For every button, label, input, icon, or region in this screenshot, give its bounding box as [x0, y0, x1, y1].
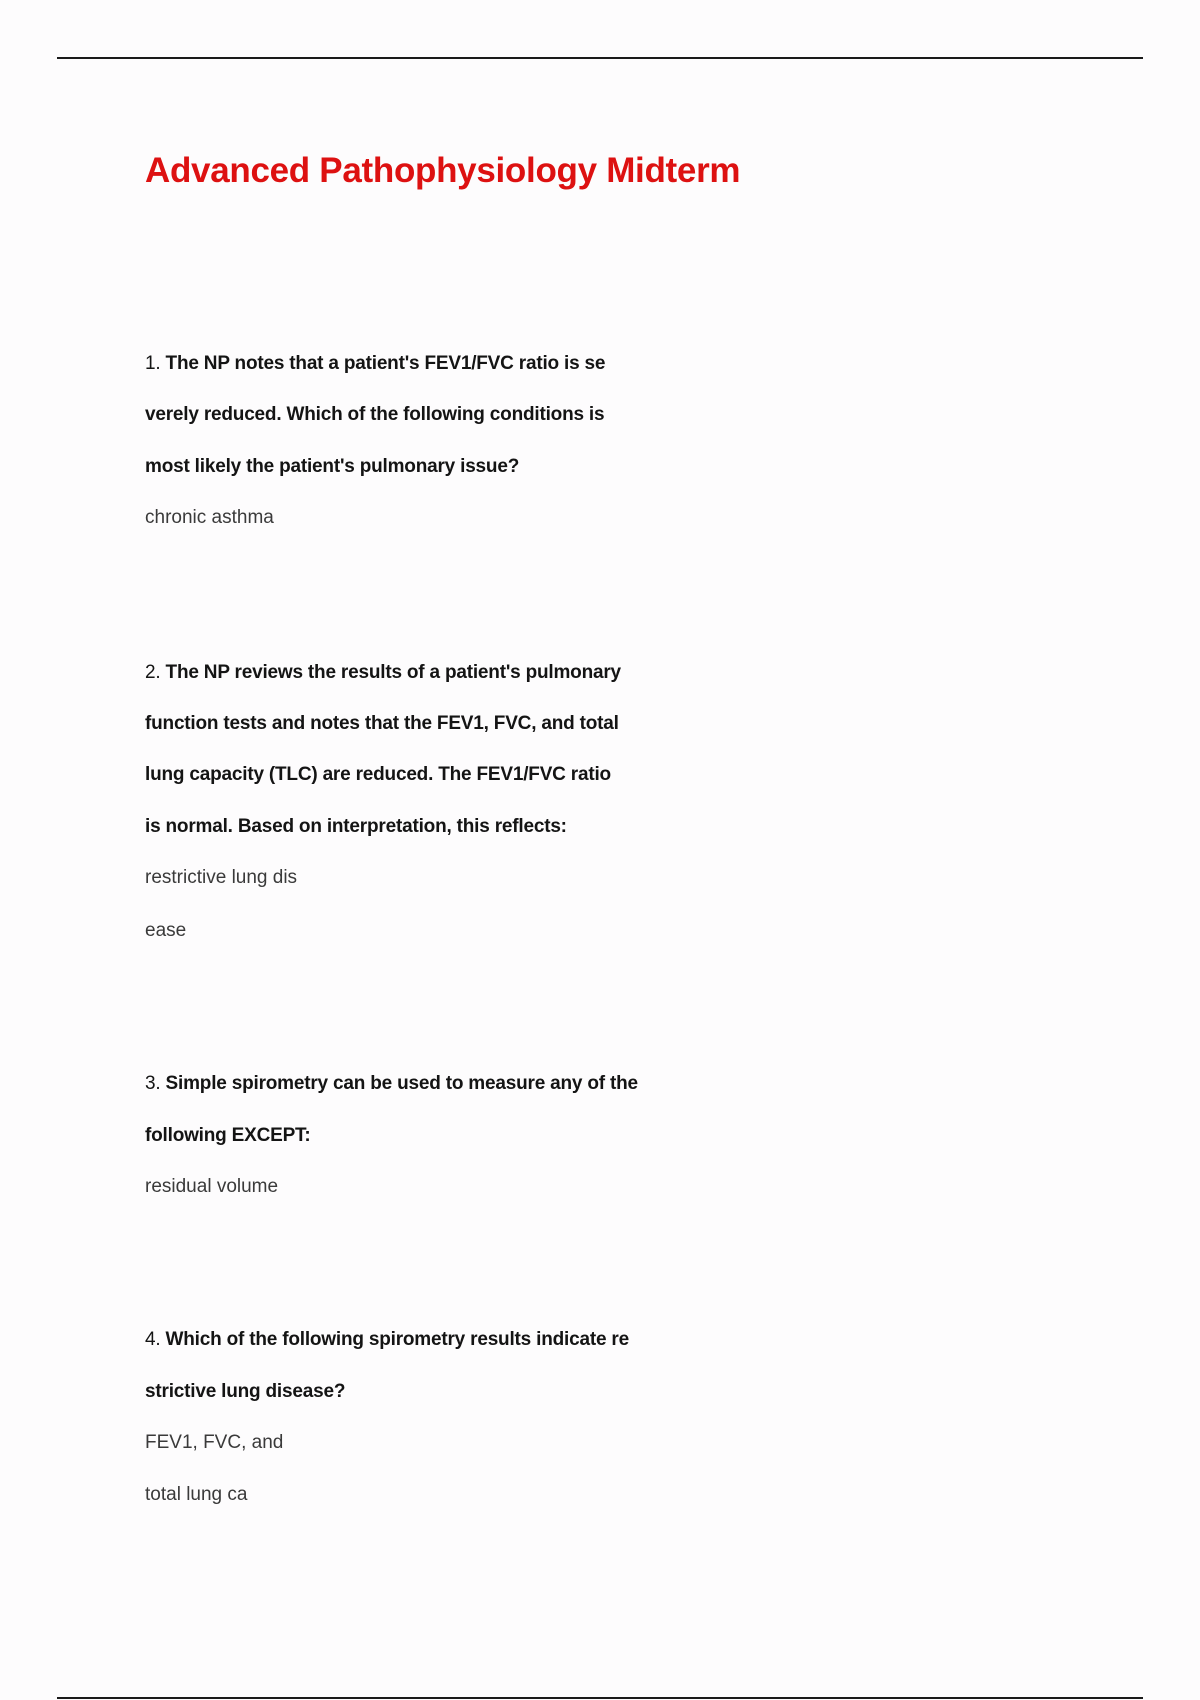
question-4-line-1: [145, 1327, 629, 1353]
question-2-number: 2.: [145, 662, 161, 683]
question-3-text-line-2: following EXCEPT:: [145, 1125, 311, 1146]
question-4-text-line-1: Which of the following spirometry results indicate re: [165, 1329, 629, 1350]
answer-1-line-1: chronic asthma: [145, 507, 274, 528]
question-1-text-line-1: The NP notes that a patient's FEV1/FVC ratio is se: [165, 353, 606, 374]
question-1-text-line-3: most likely the patient's pulmonary issue?: [145, 456, 520, 477]
answer-4-line-1: FEV1, FVC, and: [145, 1432, 284, 1453]
footer-rule: [57, 1697, 1143, 1699]
question-4-number: 4.: [145, 1329, 161, 1350]
question-3-text-line-1: Simple spirometry can be used to measure any of the: [165, 1073, 638, 1094]
question-2-text-line-4: is normal. Based on interpretation, this reflects:: [145, 816, 567, 837]
answer-2-line-1: restrictive lung dis: [145, 867, 298, 888]
question-2-line-1: [145, 660, 621, 686]
answer-3-line-1: residual volume: [145, 1176, 279, 1197]
question-1-number: 1.: [145, 353, 161, 374]
answer-2-line-2: ease: [145, 920, 187, 941]
question-1-text-line-2: verely reduced. Which of the following conditions is: [145, 404, 605, 425]
header-rule: [57, 57, 1143, 59]
question-1-line-1: [145, 351, 605, 377]
question-2-text-line-3: lung capacity (TLC) are reduced. The FEV1/FVC ratio: [145, 764, 611, 785]
question-4-text-line-2: strictive lung disease?: [145, 1381, 346, 1402]
document-title: Advanced Pathophysiology Midterm: [145, 151, 741, 190]
question-3-line-1: [145, 1071, 638, 1097]
question-3-number: 3.: [145, 1073, 161, 1094]
question-2-text-line-2: function tests and notes that the FEV1, FVC, and total: [145, 713, 619, 734]
answer-4-line-2: total lung ca: [145, 1484, 248, 1505]
question-2-text-line-1: The NP reviews the results of a patient's pulmonary: [165, 662, 621, 683]
